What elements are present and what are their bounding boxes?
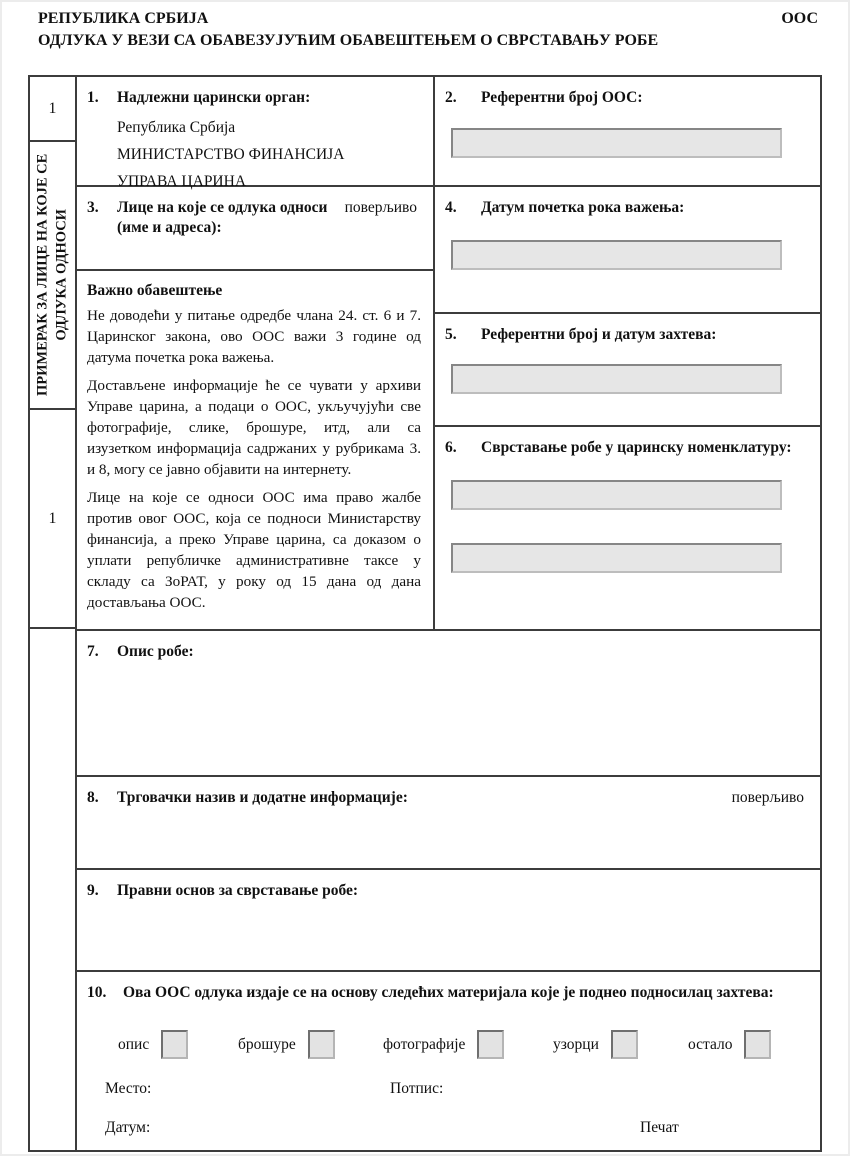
checkbox-opis[interactable] — [161, 1030, 188, 1059]
top-section — [77, 77, 820, 629]
box-8-label — [87, 788, 808, 808]
sidebar-empty-cell — [30, 629, 75, 1150]
left-column — [77, 77, 435, 629]
box-6-label — [445, 438, 808, 458]
material-item-opis — [118, 1030, 188, 1059]
box-6-classification — [435, 427, 820, 629]
box-5-number: 5. — [445, 326, 457, 343]
box-1-title: Надлежни царински орган: — [117, 89, 311, 106]
box-10-label — [87, 983, 808, 1003]
notice-paragraph-3: Лице на које се односи ООС има право жалбе против овог ООС, која се подноси Министарству финансија, а преко Управе царина, са доказом о уплати републичке административне таксе у складу са ЗоРАТ, у року од 15 дана од дана достављања ООС. — [87, 489, 421, 612]
box-3-person — [77, 187, 433, 271]
box-9-title: Правни основ за сврставање робе: — [117, 882, 359, 899]
box-9-number: 9. — [87, 882, 99, 899]
box-4-number: 4. — [445, 199, 457, 216]
box-3-number: 3. — [87, 199, 99, 216]
country-title: РЕПУБЛИКА СРБИЈА — [38, 10, 209, 27]
box-5-request-reference — [435, 314, 820, 427]
material-item-uzorci — [553, 1030, 638, 1059]
checkbox-ostalo[interactable] — [744, 1030, 771, 1059]
signature-label: Потпис: — [390, 1080, 444, 1097]
notice-paragraph-2: Достављене информације ће се чувати у архиви Управе царина, а подаци о ООС, укључујући све фотографије, слике, брошуре, итд, али са изузетком информација садржаних у рубрикама 3. и 8, могу се јавно објавити на интернету. — [87, 377, 421, 479]
authority-lines — [117, 114, 421, 195]
form-main — [77, 77, 820, 1150]
nomenclature-field-2[interactable] — [451, 543, 782, 573]
box-7-title: Опис робе: — [117, 643, 194, 660]
materials-checkbox-row — [77, 1030, 820, 1064]
notice-paragraph-1: Не доводећи у питање одредбе члана 24. ст. 6 и 7. Царинског закона, ово ООС важи 3 године од датума почетка рока важења. — [87, 307, 421, 367]
box-1-competent-authority — [77, 77, 433, 191]
box-2-number: 2. — [445, 89, 457, 106]
box-4-validity-date — [435, 187, 820, 314]
copy-designation-label — [34, 154, 72, 396]
authority-line-country: Република Србија — [117, 119, 236, 137]
box-10-materials — [77, 972, 820, 1150]
box-7-label — [87, 642, 808, 662]
box-3-title: Лице на које се одлука односи — [117, 199, 328, 216]
copy-designation-cell — [30, 142, 75, 410]
box-3-label — [87, 198, 421, 218]
copy-designation-line2: ОДЛУКА ОДНОСИ — [53, 209, 70, 341]
material-item-ostalo — [688, 1030, 771, 1059]
place-label: Место: — [105, 1080, 152, 1097]
checkbox-label-fotografije: фотографије — [383, 1035, 466, 1053]
form-code: ООС — [781, 10, 818, 27]
box-7-goods-description — [77, 629, 820, 777]
box-2-label — [445, 88, 808, 108]
box-6-number: 6. — [445, 439, 457, 456]
box-4-title: Датум почетка рока важења: — [481, 199, 685, 216]
box-2-title: Референтни број ООС: — [481, 89, 643, 106]
checkbox-fotografije[interactable] — [477, 1030, 504, 1059]
oos-reference-field[interactable] — [451, 128, 782, 158]
request-reference-field[interactable] — [451, 364, 782, 394]
box-9-legal-basis — [77, 870, 820, 972]
nomenclature-field-1[interactable] — [451, 480, 782, 510]
authority-line-customs: УПРАВА ЦАРИНА — [117, 173, 247, 191]
form-title: ОДЛУКА У ВЕЗИ СА ОБАВЕЗУЈУЋИМ ОБАВЕШТЕЊЕМ О СВРСТАВАЊУ РОБЕ — [38, 31, 659, 49]
box-6-title: Сврставање робе у царинску номенклатуру: — [481, 439, 792, 456]
copy-number-top: 1 — [30, 77, 75, 142]
box-8-title: Трговачки назив и додатне информације: — [117, 789, 408, 806]
checkbox-label-ostalo: остало — [688, 1035, 733, 1053]
material-item-fotografije — [383, 1030, 504, 1059]
box-5-title: Референтни број и датум захтева: — [481, 326, 717, 343]
box-3-confidential-label: поверљиво — [344, 199, 417, 216]
stamp-label: Печат — [640, 1119, 679, 1136]
notice-title: Важно обавештење — [87, 282, 223, 300]
box-5-label — [445, 325, 808, 345]
checkbox-brosure[interactable] — [308, 1030, 335, 1059]
copy-number-bottom: 1 — [30, 410, 75, 629]
date-label: Датум: — [105, 1119, 151, 1136]
box-2-reference-number — [435, 77, 820, 187]
checkbox-label-brosure: брошуре — [238, 1035, 296, 1053]
copy-sidebar — [30, 77, 77, 1150]
box-7-number: 7. — [87, 643, 99, 660]
box-1-label — [87, 88, 421, 108]
box-4-label — [445, 198, 808, 218]
authority-line-ministry: МИНИСТАРСТВО ФИНАНСИЈА — [117, 146, 345, 164]
box-10-number: 10. — [87, 984, 107, 1001]
material-item-brosure — [238, 1030, 335, 1059]
box-9-label — [87, 881, 808, 901]
form-table — [28, 75, 822, 1152]
form-header — [38, 8, 818, 51]
box-8-confidential-label: поверљиво — [731, 789, 804, 806]
box-10-title: Ова ООС одлука издаје се на основу следећих материјала које је поднео подносилац захтева: — [123, 984, 774, 1001]
right-column — [435, 77, 820, 629]
copy-designation-line1: ПРИМЕРАК ЗА ЛИЦЕ НА КОЈЕ СЕ — [34, 153, 51, 397]
notice-box — [77, 271, 433, 629]
box-8-number: 8. — [87, 789, 99, 806]
validity-date-field[interactable] — [451, 240, 782, 270]
checkbox-uzorci[interactable] — [611, 1030, 638, 1059]
box-1-number: 1. — [87, 89, 99, 106]
checkbox-label-uzorci: узорци — [553, 1035, 599, 1053]
box-8-trade-name — [77, 777, 820, 870]
checkbox-label-opis: опис — [118, 1035, 150, 1053]
box-3-subtitle: (име и адреса): — [117, 219, 222, 237]
